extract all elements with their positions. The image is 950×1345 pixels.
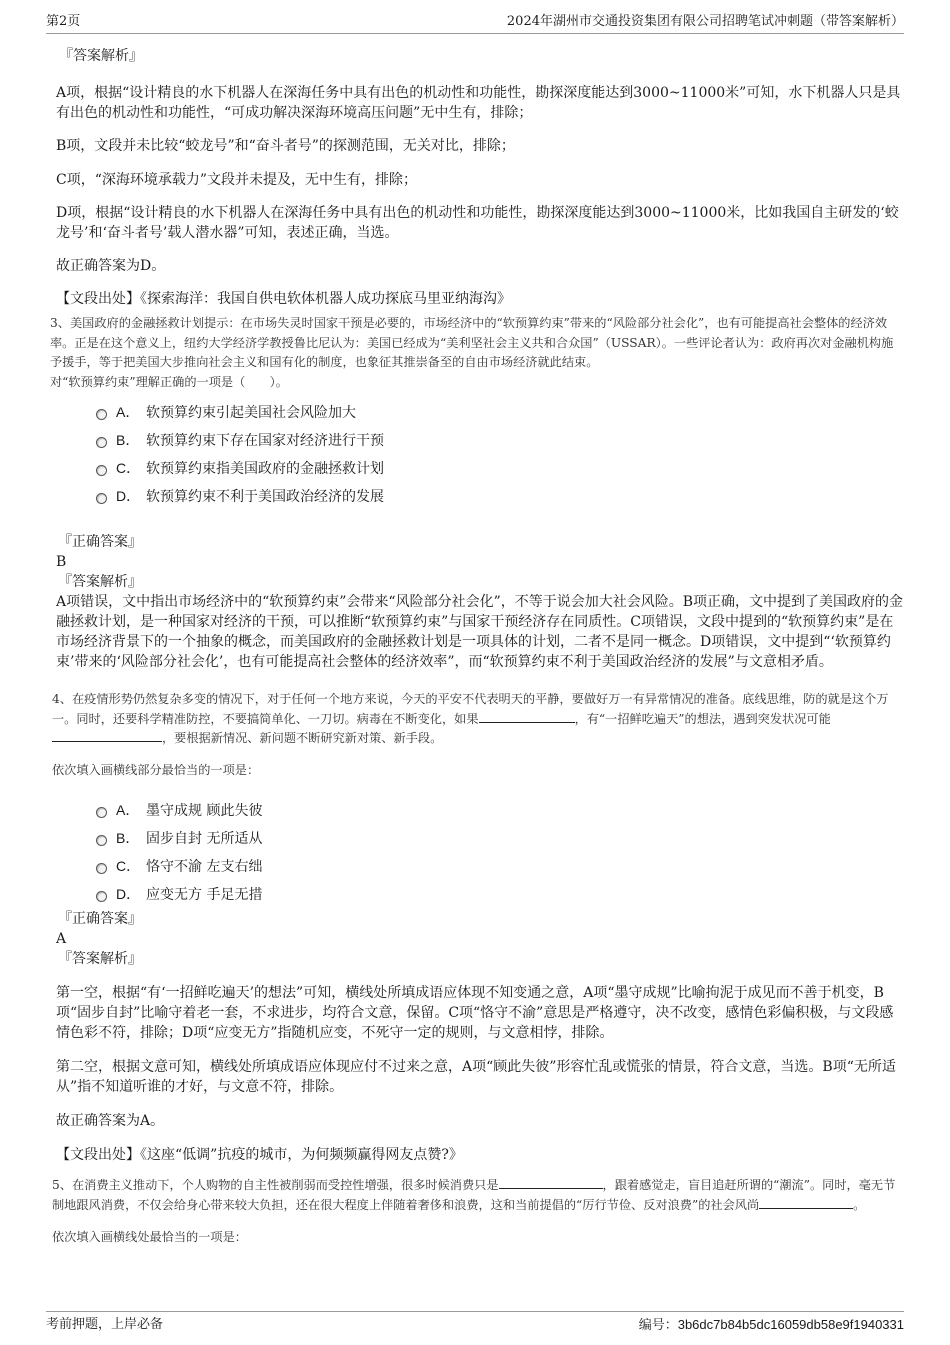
q4-option-d[interactable]: D． 应变无方 手足无措 [96, 880, 904, 908]
q3-analysis-label: 『答案解析』 [58, 574, 142, 590]
q3-option-a[interactable]: A． 软预算约束引起美国社会风险加大 [96, 398, 904, 426]
radio-icon[interactable] [96, 465, 107, 476]
q4-answer: A [56, 931, 67, 947]
q3-stem: 3、美国政府的金融拯救计划提示：在市场失灵时国家干预是必要的，市场经济中的“软预算约束”带来的“风险部分社会化”，也有可能提高社会整体的经济效率。正是在这个意义上，纽约大学经济学教授鲁比尼认为：美国已经成为“美利坚社会主义共和合众国”（USSAR）。一些评论者认为：政府再次对金融机构施予援手，等于把美国大步推向社会主义和国有化的制度，也象征其推崇备至的自由市场经济就此结束。 [50, 316, 894, 369]
fill-blank-2[interactable] [52, 729, 162, 742]
fill-blank-4[interactable] [759, 1196, 853, 1209]
q4-prompt: 依次填入画横线部分最恰当的一项是： [52, 762, 260, 777]
footer-slogan: 考前押题，上岸必备 [46, 1317, 164, 1332]
q5-stem: 5、在消费主义推动下，个人购物的自主性被削弱而受控性增强，很多时候消费只是 ，跟着感觉走，盲目追赶所谓的“潮流”。同时，毫无节制地跟风消费，不仅会给身心带来较大负担，还在很大程度上伴随着奢侈和浪费，这和当前提倡的“厉行节俭、反对浪费”的社会风尚 。 [52, 1178, 896, 1212]
radio-icon[interactable] [96, 493, 107, 504]
q3-prompt: 对“软预算约束”理解正确的一项是（ ）。 [50, 374, 288, 389]
q3-answer-label: 『正确答案』 [58, 534, 142, 550]
q4-analysis-1: 第一空，根据“有‘一招鲜吃遍天’的想法”可知，横线处所填成语应体现不知变通之意，A项“墨守成规”比喻拘泥于成见而不善于机变，B项“固步自封”比喻守着老一套，不求进步，均符合文意，保留。C项“恪守不渝”意思是严格遵守，决不改变，感情色彩偏积极，与文段感情色彩不符，排除；D项“应变无方”指随机应变，不死守一定的规则，与文意相悖，排除。 [56, 985, 894, 1041]
radio-icon[interactable] [96, 863, 107, 874]
q2-analysis-c: C项，“深海环境承载力”文段并未提及，无中生有，排除； [56, 172, 418, 188]
q4-option-b[interactable]: B． 固步自封 无所适从 [96, 824, 904, 852]
q4-stem: 4、在疫情形势仍然复杂多变的情况下，对于任何一个地方来说，今天的平安不代表明天的平静，要做好万一有异常情况的准备。底线思维，防的就是这个万一。同时，还要科学精准防控，不要搞简单化、一刀切。病毒在不断变化，如果 ，有“一招鲜吃遍天”的想法，遇到突发状况可能，要根据新情况、新问题不断研究新对策、新手段。 [52, 692, 889, 745]
fill-blank-1[interactable] [479, 710, 575, 723]
q4-analysis-label: 『答案解析』 [58, 951, 142, 967]
q4-option-a[interactable]: A． 墨守成规 顾此失彼 [96, 796, 904, 824]
q2-analysis-b: B项，文段并未比较“蛟龙号”和“奋斗者号”的探测范围，无关对比，排除； [56, 138, 515, 154]
q3-analysis: A项错误，文中指出市场经济中的“软预算约束”会带来“风险部分社会化”，不等于说会加大社会风险。B项正确，文中提到了美国政府的金融拯救计划，是一种国家对经济的干预，可以推断“软预算约束”与国家干预经济存在同质性。C项错误，文段中提到的“软预算约束”是在市场经济背景下的一个抽象的概念，而美国政府的金融拯救计划是一项具体的计划，二者不是同一概念。D项错误，文中提到“‘软预算约束’带来的‘风险部分社会化’，也有可能提高社会整体的经济效率”，而“软预算约束不利于美国政治经济的发展”与文意相矛盾。 [56, 594, 904, 670]
q4-option-c[interactable]: C． 恪守不渝 左支右绌 [96, 852, 904, 880]
radio-icon[interactable] [96, 835, 107, 846]
q4-source: 【文段出处】《这座“低调”抗疫的城市，为何频频赢得网友点赞?》 [56, 1147, 463, 1163]
q5-prompt: 依次填入画横线处最恰当的一项是： [52, 1230, 247, 1244]
q2-source: 【文段出处】《探索海洋：我国自供电软体机器人成功探底马里亚纳海沟》 [56, 291, 511, 307]
q3-answer: B [56, 554, 67, 570]
q3-options [96, 398, 904, 510]
q4-answer-label: 『正确答案』 [58, 911, 142, 927]
fill-blank-3[interactable] [499, 1176, 603, 1189]
q3-option-c[interactable]: C． 软预算约束指美国政府的金融拯救计划 [96, 454, 904, 482]
page-header [46, 13, 904, 34]
radio-icon[interactable] [96, 807, 107, 818]
radio-icon[interactable] [96, 891, 107, 902]
page-footer [46, 1311, 904, 1336]
q2-analysis-label: 『答案解析』 [59, 48, 143, 64]
q3-option-d[interactable]: D． 软预算约束不利于美国政治经济的发展 [96, 482, 904, 510]
q4-analysis-2: 第二空，根据文意可知，横线处所填成语应体现应付不过来之意，A项“顾此失彼”形容忙乱或慌张的情景，符合文意，当选。B项“无所适从”指不知道听谁的才好，与文意不符，排除。 [56, 1059, 896, 1095]
page-content [50, 40, 904, 1248]
q4-conclusion: 故正确答案为A。 [56, 1113, 165, 1129]
document-title: 2024年湖州市交通投资集团有限公司招聘笔试冲刺题（带答案解析） [506, 14, 904, 29]
q2-analysis-a: A项，根据“设计精良的水下机器人在深海任务中具有出色的机动性和功能性，勘探深度能达到3000~11000米”可知，水下机器人只是具有出色的机动性和功能性，“可成功解决深海环境高压问题”无中生有，排除； [56, 85, 901, 121]
q4-options [96, 796, 904, 908]
radio-icon[interactable] [96, 437, 107, 448]
q2-conclusion: 故正确答案为D。 [56, 258, 166, 274]
footer-code: 编号：3b6dc7b84b5dc16059db58e9f1940331 [638, 1317, 904, 1333]
page-number: 第2页 [46, 14, 81, 29]
radio-icon[interactable] [96, 409, 107, 420]
q3-option-b[interactable]: B． 软预算约束下存在国家对经济进行干预 [96, 426, 904, 454]
q2-analysis-d: D项，根据“设计精良的水下机器人在深海任务中具有出色的机动性和功能性，勘探深度能达到3000~11000米，比如我国自主研发的‘蛟龙号’和‘奋斗者号’载人潜水器”可知，表述正确，当选。 [56, 205, 899, 241]
